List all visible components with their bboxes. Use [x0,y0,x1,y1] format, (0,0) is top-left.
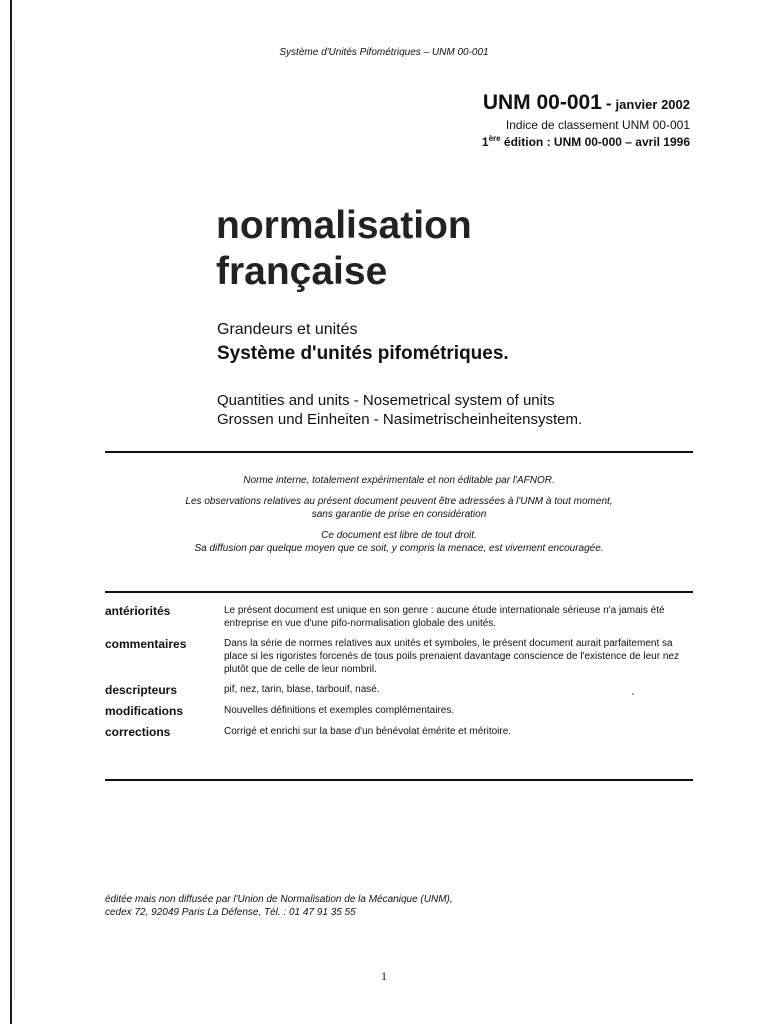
metadata-value: Nouvelles définitions et exemples complémentaires. [224,705,455,716]
divider-top [105,451,693,453]
publisher-line-1: éditée mais non diffusée par l'Union de Normalisation de la Mécanique (UNM), [105,894,453,905]
divider-bottom [105,779,693,781]
edition-superscript: ère [488,134,501,143]
metadata-row [105,725,693,739]
divider-middle [105,591,693,593]
page-number: 1 [381,969,387,983]
metadata-row [105,704,693,718]
notice-line-2a: Les observations relatives au présent document peuvent être adressées à l'UNM à tout moment, [185,496,613,507]
metadata-table [105,604,693,746]
publication-date: janvier 2002 [615,97,690,112]
alternate-titles [217,391,582,429]
metadata-value: Le présent document est unique en son genre : aucune étude internationale sérieuse n'a jamais été entreprise en vue d'une pifo-normalisation globale des unités. [224,605,665,629]
subtitle-category: Grandeurs et unités [217,321,358,338]
notice-line-3a: Ce document est libre de tout droit. [321,530,477,541]
notice-rights [105,529,693,555]
metadata-key: antériorités [105,604,171,618]
metadata-row [105,637,693,676]
publisher-note [105,893,453,919]
running-header: Système d'Unités Pifométriques – UNM 00-001 [279,47,489,58]
edition-rest: édition : UNM 00-000 – [500,135,636,149]
edition-ordinal: 1 [481,135,489,149]
edition-line [482,132,690,149]
page-binding-edge [10,0,12,1024]
standard-code: UNM 00-001 [482,91,602,114]
german-title: Grossen und Einheiten - Nasimetrischeinheitensystem. [217,411,583,428]
metadata-value: Corrigé et enrichi sur la base d'un bénévolat émérite et méritoire. [224,726,512,737]
metadata-row [105,604,693,630]
reference-main-line [482,90,690,118]
reference-block [482,90,690,149]
classification-index: Indice de classement UNM 00-001 [505,118,690,132]
page-shadow-edge [14,40,15,1000]
notice-observations [105,495,693,521]
publisher-line-2: cedex 72, 92049 Paris La Défense, Tél. : 01 47 91 35 55 [105,907,356,918]
notice-line-2b: sans garantie de prise en considération [311,509,487,520]
document-title [216,203,472,295]
english-title: Quantities and units - Nosemetrical system of units [217,392,555,409]
metadata-value: pif, nez, tarin, blase, tarbouif, nasé. [224,684,380,695]
metadata-key: descripteurs [105,683,178,697]
notice-block [105,474,693,563]
edition-date: avril 1996 [635,135,690,149]
metadata-key: modifications [105,704,184,718]
title-line-2: française [216,250,388,293]
reference-separator: - [605,94,612,113]
subtitle-main: Système d'unités pifométriques. [217,343,509,364]
metadata-value: Dans la série de normes relatives aux unités et symboles, le présent document aurait parfaitement sa place si les rigoristes forcenés de tous poils prenaient davantage conscience de l'existence de leur nez plutôt que de celle de leur nombril. [224,638,679,675]
metadata-key: commentaires [105,637,187,651]
metadata-key: corrections [105,725,171,739]
notice-line-1: Norme interne, totalement expérimentale et non éditable par l'AFNOR. [243,475,555,486]
notice-line-3b: Sa diffusion par quelque moyen que ce soit, y compris la menace, est vivement encouragée. [194,543,604,554]
scan-speck [632,693,634,695]
title-line-1: normalisation [216,204,472,247]
metadata-row [105,683,693,697]
